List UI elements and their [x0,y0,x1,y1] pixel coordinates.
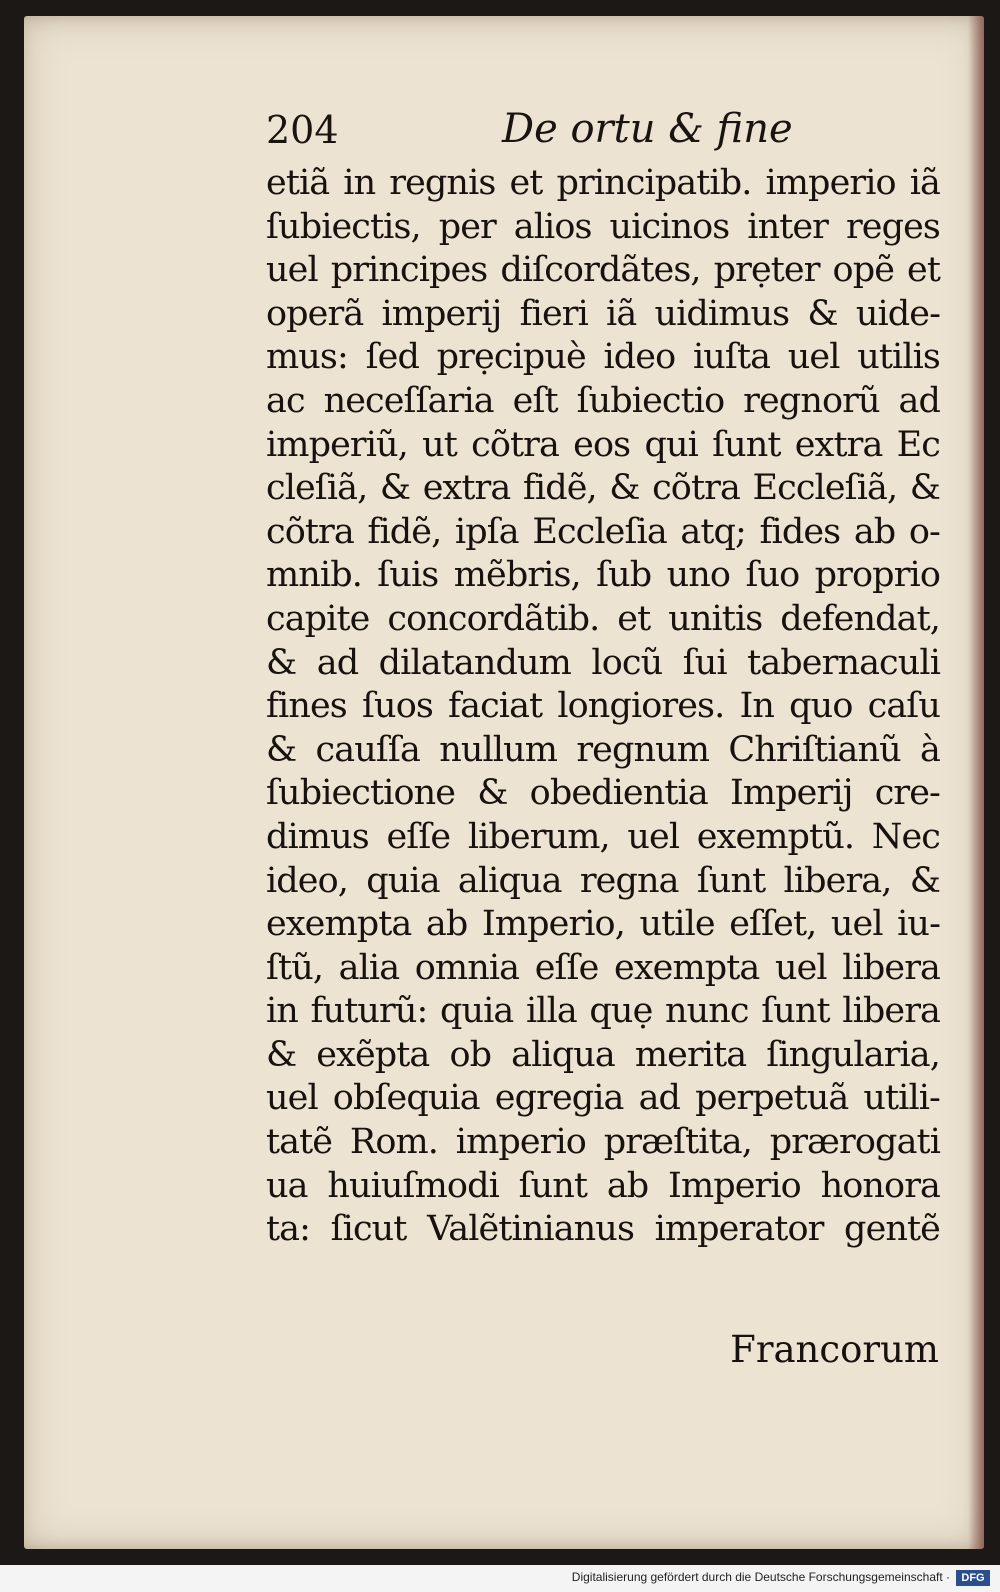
text-line: mnib. ſuis mẽbris, ſub uno ſuo proprio [266,555,940,596]
digitization-footer [0,1565,1000,1592]
text-line: uel obſequia egregia ad perpetuã utili- [266,1078,940,1119]
text-line: operã imperij fieri iã uidimus & uide- [266,293,940,334]
text-line: uel principes diſcordãtes, prẹter opẽ et [266,250,940,291]
text-line: cõtra fidẽ, ipſa Eccleſia atq; fides ab o- [266,511,940,552]
text-line: ſubiectione & obedientia Imperij cre- [266,773,940,814]
text-line: dimus eſſe liberum, uel exemptũ. Nec [266,816,940,857]
page-number: 204 [266,108,339,152]
text-line: fines ſuos faciat longiores. In quo caſu [266,686,940,727]
funding-credit: Digitalisierung gefördert durch die Deutsche Forschungsgemeinschaft · [571,1570,950,1584]
text-line: ſubiectis, per alios uicinos inter reges [266,206,940,247]
text-line: ac neceſſaria eſt ſubiectio regnorũ ad [266,380,940,421]
running-title: De ortu & fine [502,106,793,152]
text-line: capite concordãtib. et unitis defendat, [266,598,940,639]
text-line: in futurũ: quia illa quẹ nunc ſunt libera [266,991,940,1032]
text-line: tatẽ Rom. imperio præſtita, prærogati [266,1122,940,1163]
text-line: imperiũ, ut cõtra eos qui ſunt extra Ec [266,424,940,465]
catchword: Francorum [730,1328,939,1371]
text-line: ua huiuſmodi ſunt ab Imperio honora [266,1165,940,1206]
text-line: exempta ab Imperio, utile eſſet, uel iu- [266,904,940,945]
page-header [24,106,984,162]
text-line: & cauſſa nullum regnum Chriſtianũ à [266,729,940,770]
page-gutter-edge [968,16,984,1549]
dfg-logo: DFG [956,1570,990,1586]
text-line: ta: ſicut Valẽtinianus imperator gentẽ [266,1209,940,1250]
text-line: cleſiã, & extra fidẽ, & cõtra Eccleſiã, & [266,468,940,509]
book-page [24,16,984,1549]
text-line: ſtũ, alia omnia eſſe exempta uel libera [266,947,940,988]
body-text [266,162,940,1252]
text-line: & ad dilatandum locũ ſui tabernaculi [266,642,940,683]
text-line: ideo, quia aliqua regna ſunt libera, & [266,860,940,901]
text-line: etiã in regnis et principatib. imperio iã [266,163,940,203]
text-line: & exẽpta ob aliqua merita ſingularia, [266,1034,940,1075]
text-line: mus: ſed prẹcipuè ideo iuſta uel utilis [266,337,940,378]
